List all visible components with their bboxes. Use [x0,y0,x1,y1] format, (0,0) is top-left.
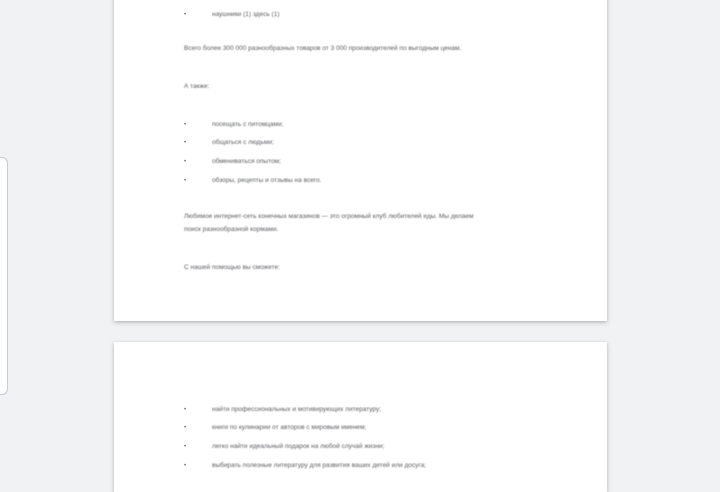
bullet-text: обмениваться опытом; [212,158,281,165]
paragraph-line: поиск разнообразной кормами. [184,226,279,233]
side-panel [0,157,8,395]
bullet-dot: • [184,407,187,413]
document-page-1 [114,0,607,321]
bullet-text: найти профессиональных и мотивирующих литературу; [212,406,382,413]
bullet-text: книги по кулинарии от авторов с мировым именем; [212,424,367,431]
bullet-text: наушники (1) здесь (1) [212,11,280,18]
bullet-dot: • [184,159,187,165]
paragraph: С нашей помощью вы сможете: [184,264,280,271]
bullet-text: общаться с людьми; [212,139,274,146]
bullet-dot: • [184,425,187,431]
bullet-text: обзоры, рецепты и отзывы на всего. [212,177,322,184]
paragraph: Всего более 300 000 разнообразных товаров от 3 000 производителей по выгодным ценам. [184,45,462,52]
bullet-text: выбирать полезные литературу для развития ваших детей или досуга; [212,462,427,469]
bullet-dot: • [184,140,187,146]
bullet-dot: • [184,178,187,184]
bullet-dot: • [184,463,187,469]
paragraph-line: Любимое интернет-сеть конечных магазинов — это огромный клуб любителей еды. Мы делаем [184,213,474,220]
bullet-dot: • [184,444,187,450]
bullet-dot: • [184,122,187,128]
document-page-2 [114,342,607,492]
bullet-dot: • [184,12,187,18]
bullet-text: посещать с питомцами; [212,121,284,128]
paragraph: А также: [184,83,210,90]
bullet-text: легко найти идеальный подарок на любой случай жизни; [212,443,385,450]
